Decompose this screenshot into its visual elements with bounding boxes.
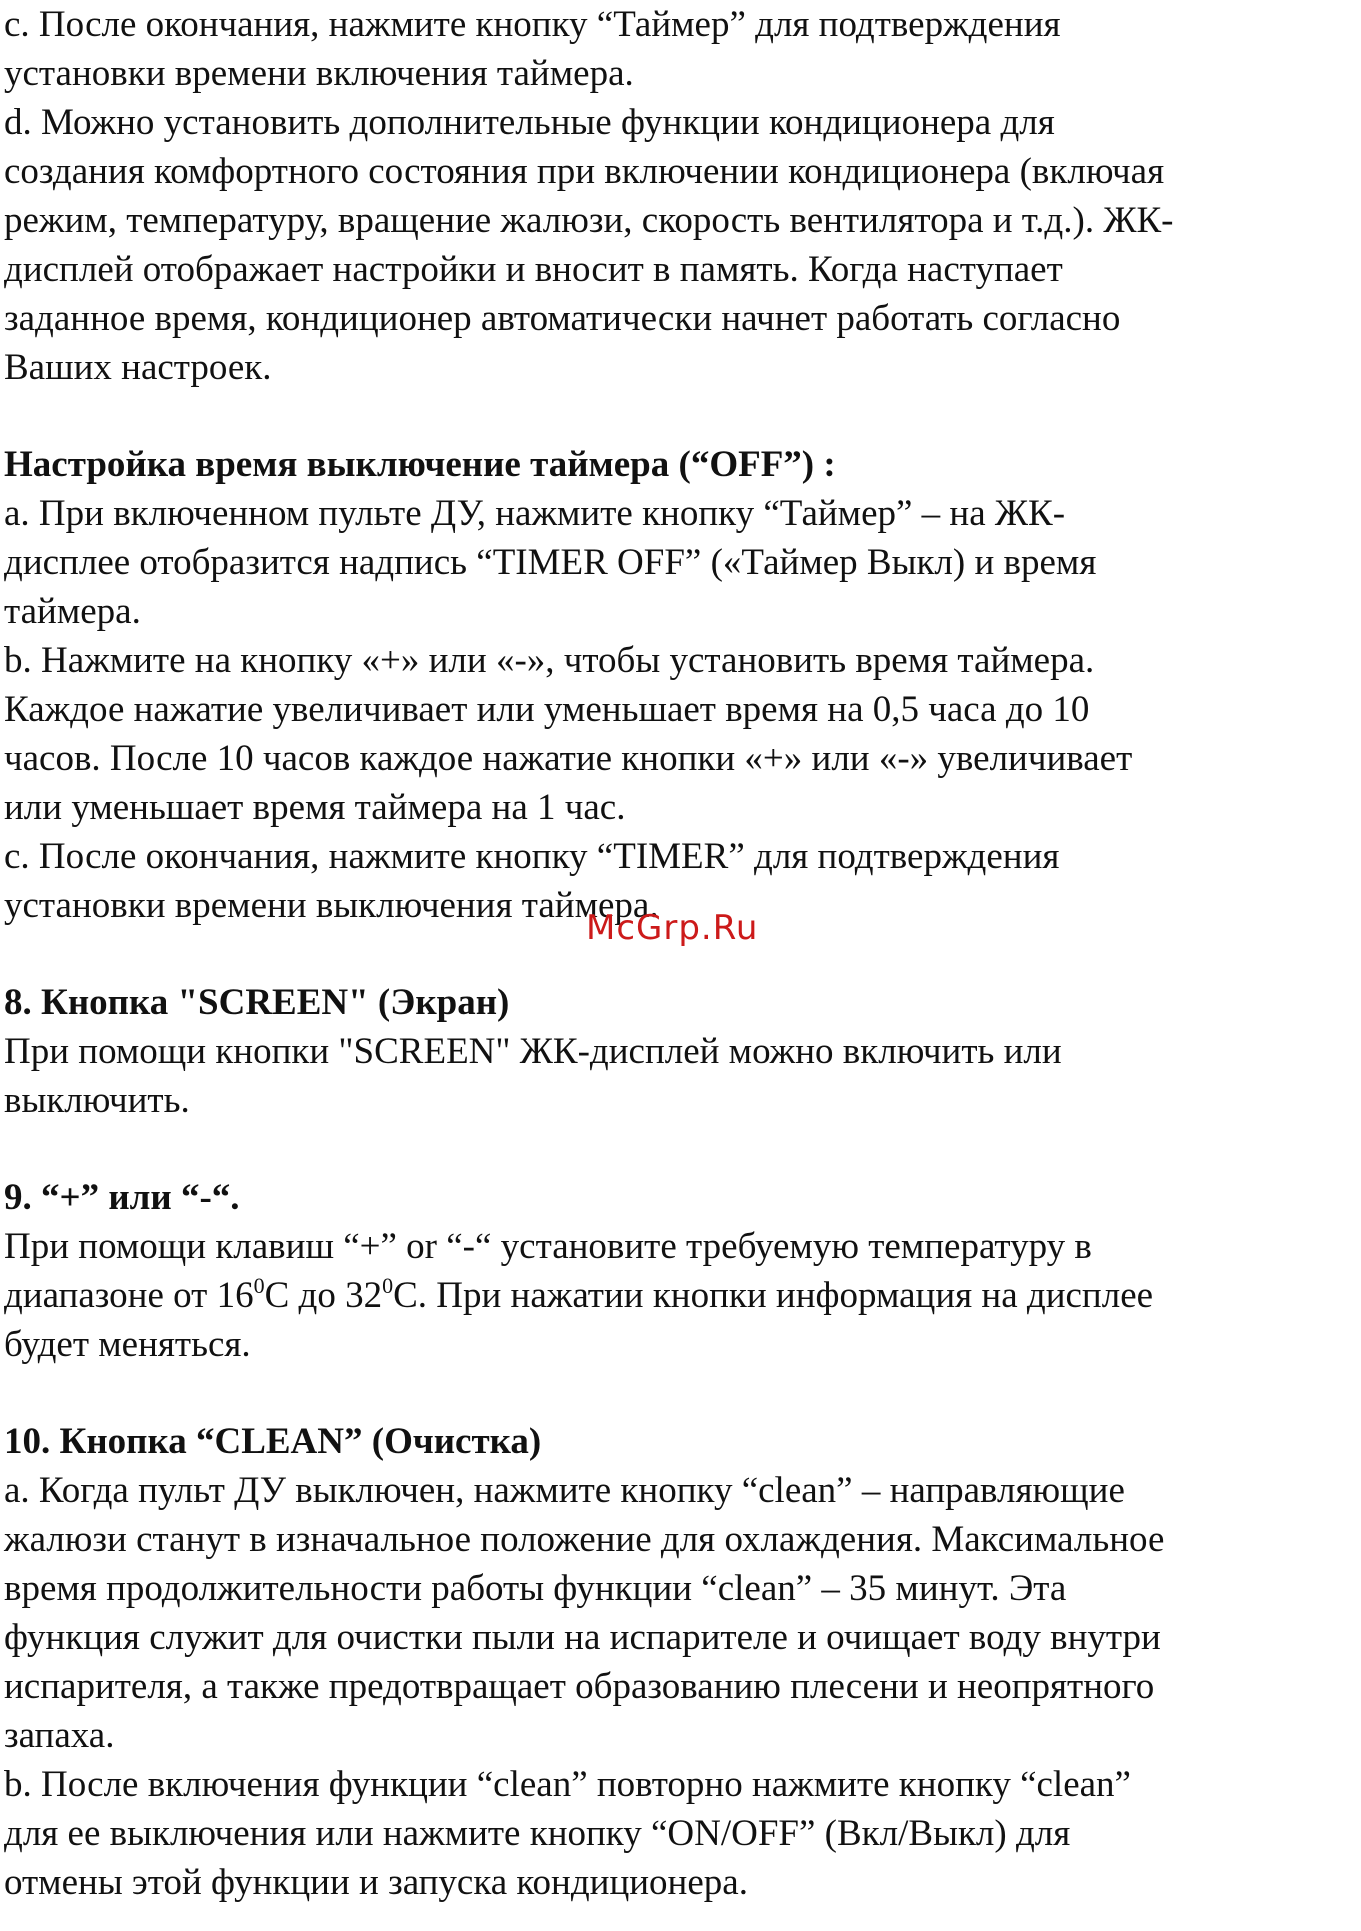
paragraph-line: Ваших настроек.	[4, 347, 272, 388]
paragraph-line: часов. После 10 часов каждое нажатие кнопки «+» или «-» увеличивает	[4, 738, 1133, 779]
paragraph-line: выключить.	[4, 1080, 190, 1121]
paragraph-line: c. После окончания, нажмите кнопку “TIMER” для подтверждения	[4, 836, 1060, 877]
paragraph-line: отмены этой функции и запуска кондиционера.	[4, 1862, 748, 1903]
section-heading: 10. Кнопка “CLEAN” (Очистка)	[4, 1421, 542, 1462]
paragraph-line: При помощи клавиш “+” or “-“ установите требуемую температуру в	[4, 1226, 1092, 1267]
paragraph-line: d. Можно установить дополнительные функции кондиционера для	[4, 102, 1055, 143]
timer-off-section	[4, 440, 1354, 930]
text-run: диапазоне от 16	[4, 1275, 254, 1316]
site-watermark: McGrp.Ru	[586, 908, 759, 948]
degree-superscript: 0	[382, 1273, 394, 1298]
plus-minus-section	[4, 1173, 1354, 1369]
text-run: C до 32	[264, 1275, 383, 1316]
paragraph-line: a. При включенном пульте ДУ, нажмите кнопку “Таймер” – на ЖК-	[4, 493, 1066, 534]
timer-on-continuation	[4, 0, 1354, 392]
screen-button-section	[4, 978, 1354, 1125]
spacer	[4, 392, 1354, 440]
paragraph-line: будет меняться.	[4, 1324, 251, 1365]
paragraph-line: режим, температуру, вращение жалюзи, скорость вентилятора и т.д.). ЖК-	[4, 200, 1174, 241]
paragraph-line: Каждое нажатие увеличивает или уменьшает время на 0,5 часа до 10	[4, 689, 1090, 730]
paragraph-line: c. После окончания, нажмите кнопку “Таймер” для подтверждения	[4, 4, 1061, 45]
paragraph-line: функция служит для очистки пыли на испарителе и очищает воду внутри	[4, 1617, 1161, 1658]
paragraph-line: При помощи кнопки "SCREEN" ЖК-дисплей можно включить или	[4, 1031, 1062, 1072]
paragraph-line: дисплей отображает настройки и вносит в память. Когда наступает	[4, 249, 1063, 290]
spacer	[4, 1125, 1354, 1173]
paragraph-line: испарителя, а также предотвращает образованию плесени и неопрятного	[4, 1666, 1155, 1707]
section-heading: Настройка время выключение таймера (“OFF”) :	[4, 444, 836, 485]
paragraph-line: или уменьшает время таймера на 1 час.	[4, 787, 626, 828]
paragraph-line: для ее выключения или нажмите кнопку “ON/OFF” (Вкл/Выкл) для	[4, 1813, 1071, 1854]
paragraph-line: таймера.	[4, 591, 141, 632]
paragraph-line-with-superscripts	[4, 1271, 1354, 1320]
paragraph-line: b. После включения функции “clean” повторно нажмите кнопку “clean”	[4, 1764, 1131, 1805]
paragraph-line: запаха.	[4, 1715, 115, 1756]
clean-button-section	[4, 1417, 1354, 1907]
paragraph-line: создания комфортного состояния при включении кондиционера (включая	[4, 151, 1165, 192]
degree-superscript: 0	[253, 1273, 265, 1298]
spacer	[4, 1369, 1354, 1417]
paragraph-line: дисплее отобразится надпись “TIMER OFF” («Таймер Выкл) и время	[4, 542, 1097, 583]
document-page	[4, 0, 1354, 1907]
paragraph-line: жалюзи станут в изначальное положение для охлаждения. Максимальное	[4, 1519, 1165, 1560]
text-run: C. При нажатии кнопки информация на дисплее	[393, 1275, 1154, 1316]
paragraph-line: a. Когда пульт ДУ выключен, нажмите кнопку “clean” – направляющие	[4, 1470, 1125, 1511]
paragraph-line: установки времени включения таймера.	[4, 53, 634, 94]
section-heading: 9. “+” или “-“.	[4, 1177, 240, 1218]
paragraph-line: заданное время, кондиционер автоматически начнет работать согласно	[4, 298, 1121, 339]
paragraph-line: время продолжительности работы функции “clean” – 35 минут. Эта	[4, 1568, 1067, 1609]
section-heading: 8. Кнопка "SCREEN" (Экран)	[4, 982, 510, 1023]
paragraph-line: b. Нажмите на кнопку «+» или «-», чтобы установить время таймера.	[4, 640, 1095, 681]
paragraph-line: установки времени выключения таймера.	[4, 885, 659, 926]
